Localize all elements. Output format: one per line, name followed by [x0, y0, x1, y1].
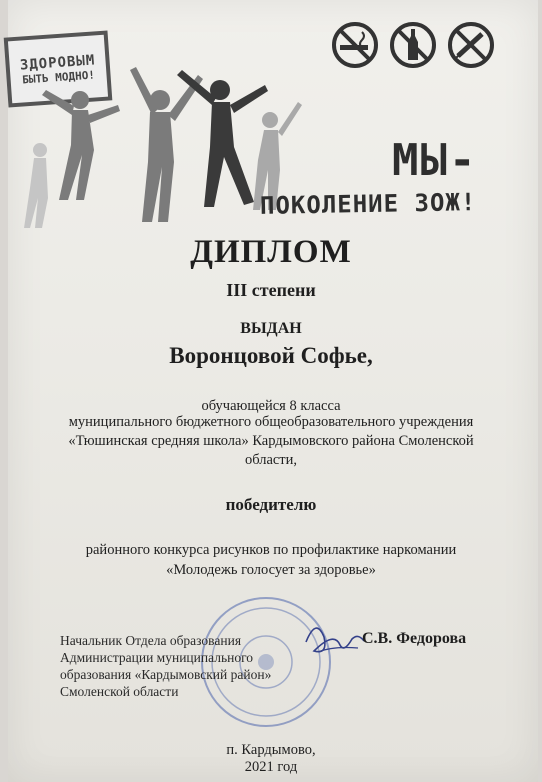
no-smoking-icon [330, 20, 380, 70]
institution-line-3: области, [244, 452, 298, 468]
signatory-position [60, 632, 300, 700]
position-line-4: Смоленской области [60, 684, 179, 699]
contest-line-1: районного конкурса рисунков по профилактике наркомании [85, 542, 457, 558]
banner-we: МЫ- [392, 135, 478, 186]
institution-line-2: «Тюшинская средняя школа» Кардымовского района Смоленской [68, 433, 474, 449]
diploma-degree: III степени [226, 280, 316, 300]
banner-generation: ПОКОЛЕНИЕ ЗОЖ! [259, 188, 477, 220]
issued-label: ВЫДАН [240, 320, 302, 337]
student-class-line: обучающейся 8 класса [201, 398, 341, 414]
handwritten-signature [298, 612, 368, 662]
position-line-3: образования «Кардымовский район» [60, 667, 272, 682]
no-drugs-icon [446, 20, 496, 70]
diploma-title: ДИПЛОМ [190, 234, 352, 270]
issue-year: 2021 год [244, 759, 298, 775]
position-line-1: Начальник Отдела образования [60, 633, 242, 648]
winner-label: победителю [225, 495, 317, 514]
prohibition-signs [330, 20, 500, 80]
stamp-line-1: ЗДОРОВЫМ [19, 51, 96, 74]
position-line-2: Администрации муниципального [60, 650, 254, 665]
institution-line-1: муниципального бюджетного общеобразовательного учреждения [68, 414, 474, 430]
contest-line-2: «Молодежь голосует за здоровье» [166, 562, 376, 578]
issue-place: п. Кардымово, [226, 742, 316, 758]
recipient-name: Воронцовой Софье, [169, 343, 373, 368]
no-alcohol-icon [388, 20, 438, 70]
stamp-line-2: БЫТЬ МОДНО! [21, 67, 96, 87]
signer-name: С.В. Федорова [362, 630, 467, 647]
